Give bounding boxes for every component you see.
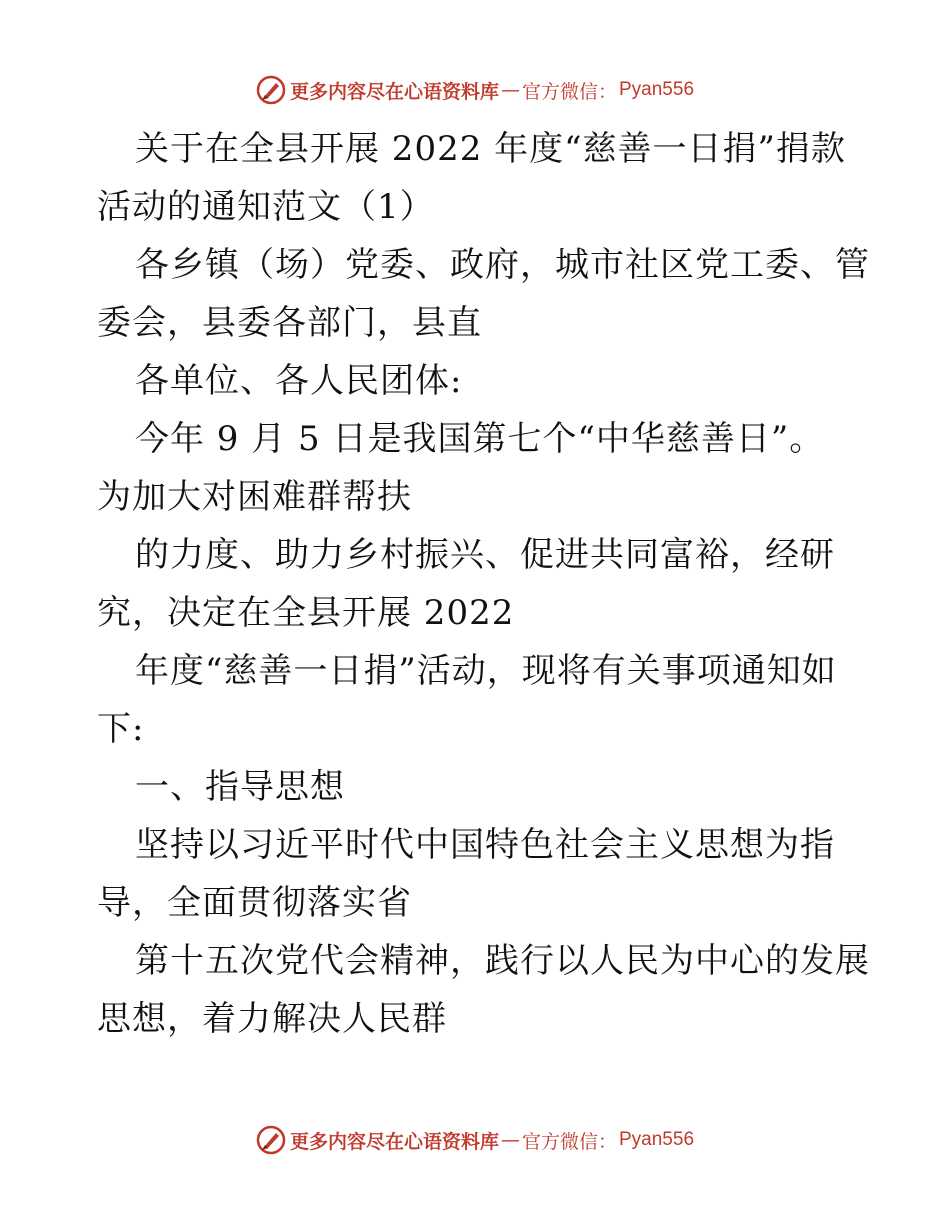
addressee-line-3: 各单位、各人民团体: <box>135 361 463 401</box>
paragraph-line: 第十五次党代会精神，践行以人民为中心的发展 <box>135 941 870 981</box>
banner-site-name: 更多内容尽在心语资料库 <box>289 1130 499 1153</box>
paragraph-line: 究，决定在全县开展 2022 <box>97 593 515 633</box>
title-line-2: 活动的通知范文（1） <box>97 187 435 227</box>
banner-wechat-handle: Pyan556 <box>619 79 695 100</box>
paragraph-line: 年度“慈善一日捐”活动，现将有关事项通知如 <box>135 651 837 691</box>
paragraph-line: 导，全面贯彻落实省 <box>97 883 412 923</box>
paragraph-line: 今年 9 月 5 日是我国第七个“中华慈善日”。 <box>135 419 825 459</box>
document-body <box>97 120 870 1048</box>
banner-official-label: 官方微信： <box>521 1130 617 1153</box>
paragraph-line: 坚持以习近平时代中国特色社会主义思想为指 <box>135 825 835 865</box>
paragraph-line: 的力度、助力乡村振兴、促进共同富裕，经研 <box>135 535 835 575</box>
header-watermark-banner <box>0 72 950 108</box>
quill-pen-icon <box>256 75 286 105</box>
addressee-line-2: 委会，县委各部门，县直 <box>97 303 482 343</box>
footer-watermark-banner <box>0 1122 950 1158</box>
banner-wechat-handle: Pyan556 <box>619 1129 695 1150</box>
addressee-line-1: 各乡镇（场）党委、政府，城市社区党工委、管 <box>135 245 870 285</box>
paragraph-line: 下: <box>97 709 145 749</box>
banner-separator: — <box>500 79 520 101</box>
title-line-1: 关于在全县开展 2022 年度“慈善一日捐”捐款 <box>135 129 846 169</box>
paragraph-line: 为加大对困难群帮扶 <box>97 477 412 517</box>
banner-official-label: 官方微信： <box>521 80 617 103</box>
banner-separator: — <box>500 1129 520 1151</box>
banner-site-name: 更多内容尽在心语资料库 <box>289 80 499 103</box>
quill-pen-icon <box>256 1125 286 1155</box>
section-heading: 一、指导思想 <box>135 767 345 807</box>
paragraph-line: 思想，着力解决人民群 <box>97 999 447 1039</box>
